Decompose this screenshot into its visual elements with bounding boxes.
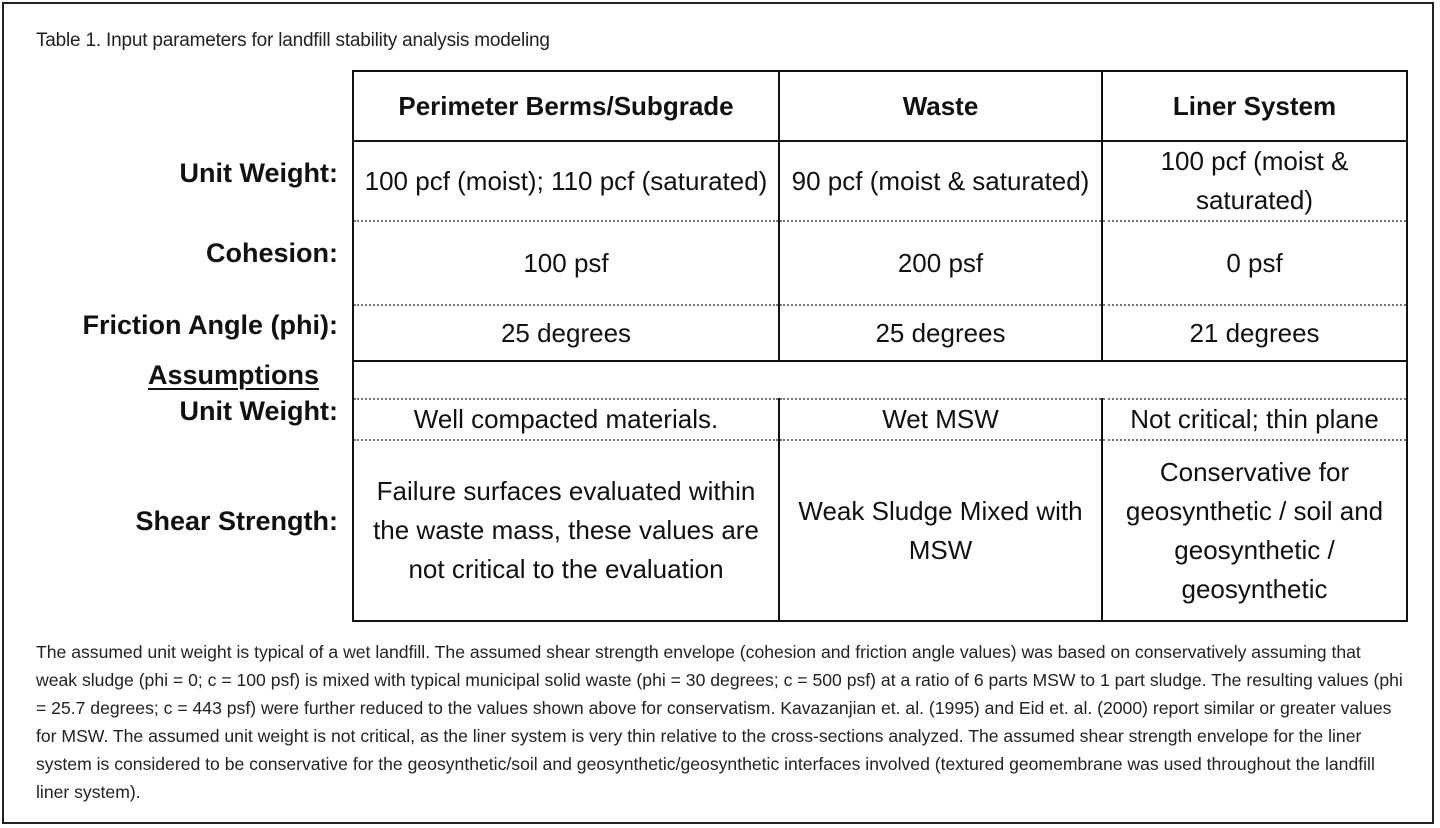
table-cell: Wet MSW (779, 399, 1102, 440)
column-header: Liner System (1102, 71, 1407, 141)
table-cell: Well compacted materials. (353, 399, 779, 440)
table-cell: 100 psf (353, 221, 779, 305)
row-label-friction-angle: Friction Angle (phi): (82, 310, 338, 340)
table-cell: 90 pcf (moist & saturated) (779, 141, 1102, 221)
table-caption: Table 1. Input parameters for landfill stability analysis modeling (36, 30, 550, 51)
parameters-table (352, 70, 1408, 622)
table-cell: 0 psf (1102, 221, 1407, 305)
row-label-cohesion: Cohesion: (206, 238, 338, 268)
table-row-assumptions-spacer (353, 361, 1407, 399)
table-cell: 200 psf (779, 221, 1102, 305)
footnote-paragraph: The assumed unit weight is typical of a wet landfill. The assumed shear strength envelope (cohesion and friction angle values) was based on conservatively assuming that weak sludge (phi = 0; c = 100 psf) is mixed with typical municipal solid waste (phi = 30 degrees; c = 500 psf) at a ratio of 6 parts MSW to 1 part sludge. The resulting values (phi = 25.7 degrees; c = 443 psf) were further reduced to the values shown above for conservatism. Kavazanjian et. al. (1995) and Eid et. al. (2000) report similar or greater values for MSW. The assumed unit weight is not critical, as the liner system is very thin relative to the cross-sections analyzed. The assumed shear strength envelope for the liner system is considered to be conservative for the geosynthetic/soil and geosynthetic/geosynthetic interfaces involved (textured geomembrane was used throughout the landfill liner system). (36, 642, 1403, 802)
table-row-assumption-unit-weight (353, 399, 1407, 440)
row-label-assumption-unit-weight: Unit Weight: (179, 396, 338, 426)
table-row-shear-strength (353, 440, 1407, 621)
table-header-row (353, 71, 1407, 141)
row-label-shear-strength: Shear Strength: (135, 506, 338, 536)
table-row-friction-angle (353, 305, 1407, 361)
table-cell: 100 pcf (moist & saturated) (1102, 141, 1407, 221)
assumptions-heading: Assumptions (148, 360, 320, 390)
column-header: Waste (779, 71, 1102, 141)
table-cell: 100 pcf (moist); 110 pcf (saturated) (353, 141, 779, 221)
table-cell: 21 degrees (1102, 305, 1407, 361)
table-cell: 25 degrees (353, 305, 779, 361)
row-label-unit-weight: Unit Weight: (179, 158, 338, 188)
table-row-unit-weight (353, 141, 1407, 221)
table-cell: Failure surfaces evaluated within the waste mass, these values are not critical to the evaluation (353, 440, 779, 621)
table-cell: 25 degrees (779, 305, 1102, 361)
table-cell: Conservative for geosynthetic / soil and geosynthetic / geosynthetic (1102, 440, 1407, 621)
column-header: Perimeter Berms/Subgrade (353, 71, 779, 141)
assumptions-spacer-cell (353, 361, 1407, 399)
table-cell: Not critical; thin plane (1102, 399, 1407, 440)
table-cell: Weak Sludge Mixed with MSW (779, 440, 1102, 621)
table-row-cohesion (353, 221, 1407, 305)
